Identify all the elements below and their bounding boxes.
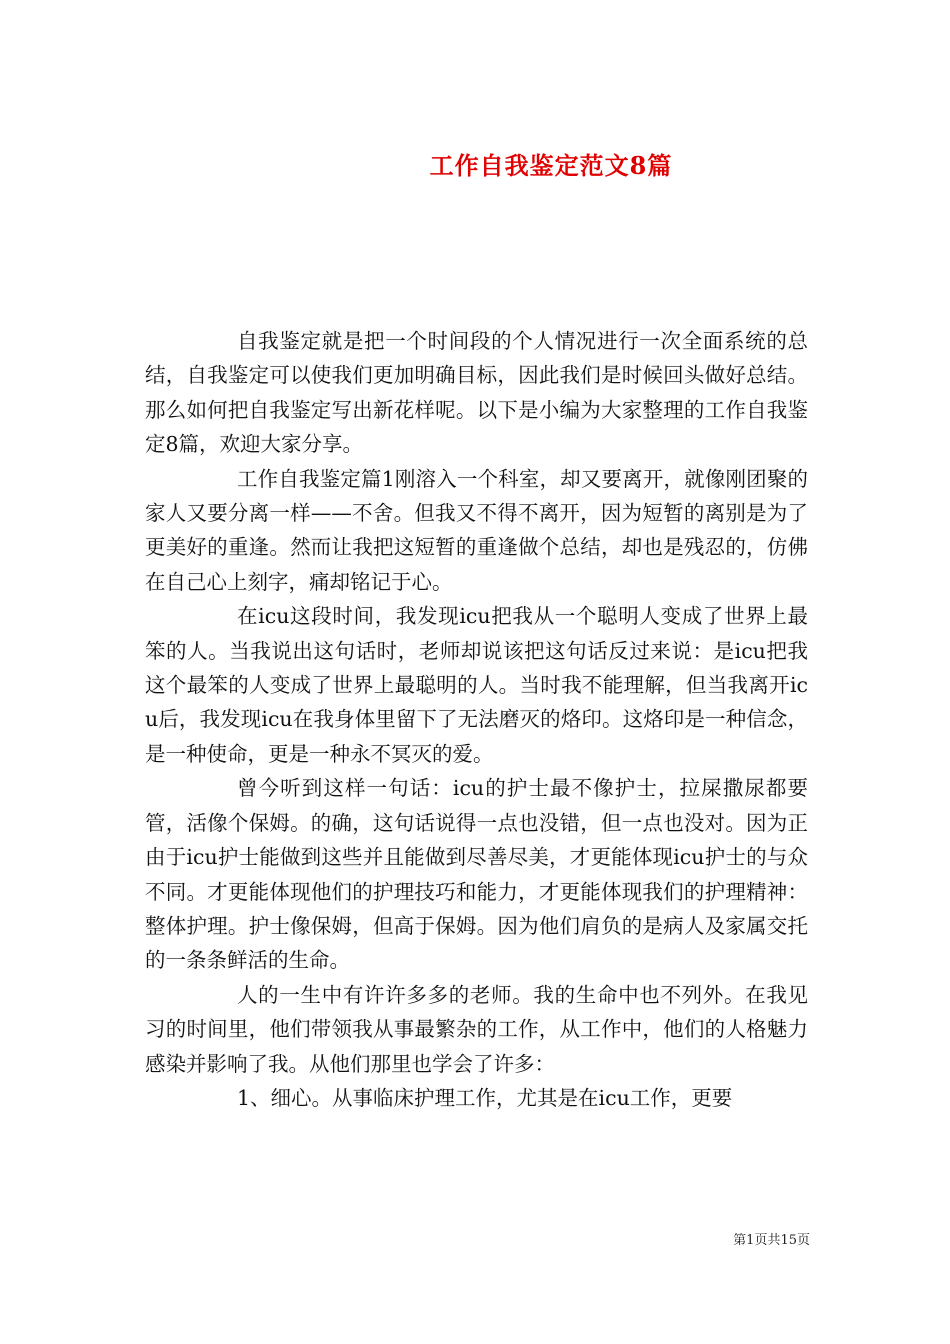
paragraph-4: 人的一生中有许许多多的老师。我的生命中也不列外。在我见习的时间里，他们带领我从事最繁杂的工作，从工作中，他们的人格魅力感染并影响了我。从他们那里也学会了许多： xyxy=(145,982,808,1076)
paragraph-1: 工作自我鉴定篇1刚溶入一个科室，却又要离开，就像刚团聚的家人又要分离一样——不舍。但我又不得不离开，因为短暂的离别是为了更美好的重逢。然而让我把这短暂的重逢做个总结，却也是残忍的，仿佛在自己心上刻字，痛却铭记于心。 xyxy=(145,466,808,594)
document-body xyxy=(145,324,808,1115)
paragraph-3: 曾今听到这样一句话：icu的护士最不像护士，拉屎撒尿都要管，活像个保姆。的确，这句话说得一点也没错，但一点也没对。因为正由于icu护士能做到这些并且能做到尽善尽美，才更能体现icu护士的与众不同。才更能体现他们的护理技巧和能力，才更能体现我们的护理精神：整体护理。护士像保姆，但高于保姆。因为他们肩负的是病人及家属交托的一条条鲜活的生命。 xyxy=(145,776,808,973)
paragraph-2: 在icu这段时间，我发现icu把我从一个聪明人变成了世界上最笨的人。当我说出这句话时，老师却说该把这句话反过来说：是icu把我这个最笨的人变成了世界上最聪明的人。当时我不能理解，但当我离开icu后，我发现icu在我身体里留下了无法磨灭的烙印。这烙印是一种信念，是一种使命，更是一种永不冥灭的爱。 xyxy=(145,604,808,766)
paragraph-intro: 自我鉴定就是把一个时间段的个人情况进行一次全面系统的总结，自我鉴定可以使我们更加明确目标，因此我们是时候回头做好总结。那么如何把自我鉴定写出新花样呢。以下是小编为大家整理的工作自我鉴定8篇，欢迎大家分享。 xyxy=(145,329,808,457)
page-title: 工作自我鉴定范文8篇 xyxy=(429,151,673,181)
page-number-footer: 第1页共15页 xyxy=(733,1233,810,1248)
paragraph-5: 1、细心。从事临床护理工作，尤其是在icu工作，更要 xyxy=(237,1085,733,1110)
